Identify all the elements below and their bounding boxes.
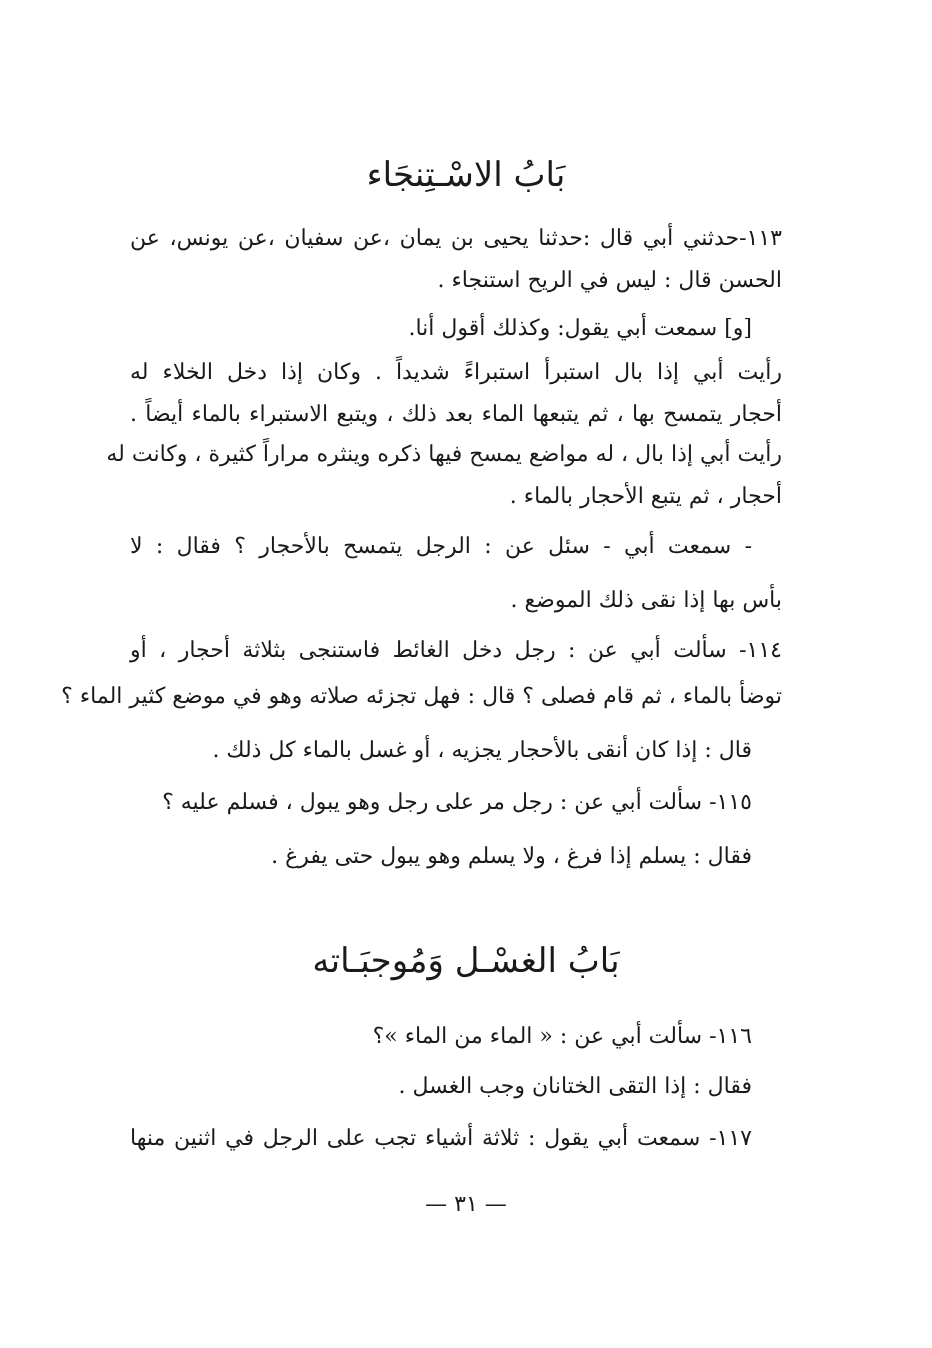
page-number: — ٣١ — (425, 1192, 507, 1217)
text-line: ١١٧- سمعت أبي يقول : ثلاثة أشياء تجب على الرجل في اثنين منها (130, 1126, 752, 1151)
text-line: ١١٤- سألت أبي عن : رجل دخل الغائط فاستنجى بثلاثة أحجار ، أو (130, 638, 782, 663)
text-line: ١١٥- سألت أبي عن : رجل مر على رجل وهو يبول ، فسلم عليه ؟ (162, 790, 752, 815)
text-line: رأيت أبي إذا بال استبرأ استبراءً شديداً . وكان إذا دخل الخلاء له (130, 360, 782, 385)
text-line: الحسن قال : ليس في الريح استنجاء . (437, 268, 782, 293)
chapter-heading-istinja: بَابُ الاسْـتِنجَاء (366, 155, 566, 195)
text-line: أحجار يتمسح بها ، ثم يتبعها الماء بعد ذلك ، ويتبع الاستبراء بالماء أيضاً . (130, 402, 782, 427)
text-line: فقال : إذا التقى الختانان وجب الغسل . (398, 1074, 752, 1099)
text-line: ١١٣-حدثني أبي قال :حدثنا يحيى بن يمان ،عن سفيان ،عن يونس، عن (130, 226, 782, 251)
text-line: فقال : يسلم إذا فرغ ، ولا يسلم وهو يبول حتى يفرغ . (271, 844, 752, 869)
text-line: توضأ بالماء ، ثم قام فصلى ؟ قال : فهل تجزئه صلاته وهو في موضع كثير الماء ؟ (61, 684, 782, 709)
chapter-heading-ghusl: بَابُ الغسْـل وَمُوجبَـاته (312, 941, 620, 981)
text-line: رأيت أبي إذا بال ، له مواضع يمسح فيها ذكره وينثره مراراً كثيرة ، وكانت له (106, 442, 782, 467)
text-line: قال : إذا كان أنقى بالأحجار يجزيه ، أو غسل بالماء كل ذلك . (212, 738, 752, 763)
text-line: ١١٦- سألت أبي عن : « الماء من الماء »؟ (372, 1024, 752, 1049)
text-line: بأس بها إذا نقى ذلك الموضع . (510, 588, 782, 613)
text-line: - سمعت أبي - سئل عن : الرجل يتمسح بالأحجار ؟ فقال : لا (130, 534, 752, 559)
text-line: [و] سمعت أبي يقول: وكذلك أقول أنا. (408, 316, 752, 341)
text-line: أحجار ، ثم يتبع الأحجار بالماء . (509, 484, 782, 509)
